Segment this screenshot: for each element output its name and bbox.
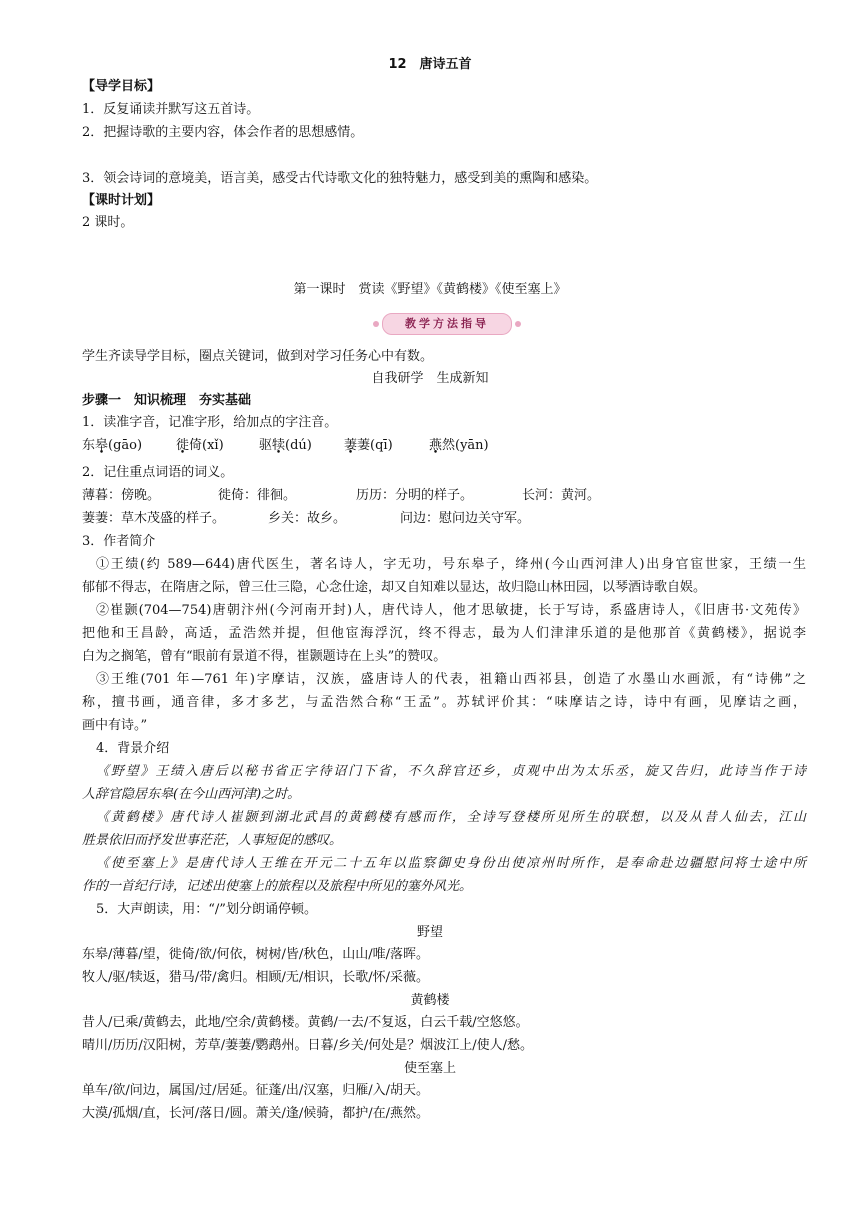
pinyin-item: 徙倚(xǐ) [176,438,224,453]
question-2: 2．记住重点词语的词义。 [82,465,234,480]
section-heading-plan: 【课时计划】 [82,193,161,208]
background-text: 作的一首纪行诗，记述出使塞上的旅程以及旅程中所见的塞外风光。 [82,879,473,894]
background-text: 《野望》王绩入唐后以秘书省正字待诏门下省，不久辞官还乡，贞观中出为太乐丞，旋又告归，此诗当作于诗 [96,764,806,779]
section-heading-goals: 【导学目标】 [82,79,161,94]
background-text: 胜景依旧而抒发世事茫茫，人事短促的感叹。 [82,833,343,848]
step-heading: 步骤一 知识梳理 夯实基础 [82,393,252,408]
question-5: 5．大声朗读，用：“/”划分朗诵停顿。 [96,902,317,917]
question-3: 3．作者简介 [82,534,156,549]
background-text: 《使至塞上》是唐代诗人王维在开元二十五年以监察御史身份出使凉州时所作，是奉命赴边疆慰问将士途中所 [96,856,806,871]
vocab-item: 乡关：故乡。 [268,511,347,526]
poem-line: 昔人/已乘/黄鹤去，此地/空余/黄鹤楼。黄鹤/一去/不复返，白云千载/空悠悠。 [82,1015,529,1030]
poem-title: 野望 [416,925,443,940]
author-text: 称，擅书画，通音律，多才多艺，与孟浩然合称“王孟”。苏轼评价其：“味摩诘之诗，诗中有画，见摩诘之画， [82,695,806,710]
vocab-item: 薄暮：傍晚。 [82,488,161,503]
question-4: 4．背景介绍 [96,741,170,756]
author-text: 郁郁不得志，在隋唐之际，曾三仕三隐，心念仕途，却又自知难以显达，故归隐山林田园，以琴酒诗歌自娱。 [82,580,707,595]
intro-text: 学生齐读导学目标，圈点关键词，做到对学习任务心中有数。 [82,349,434,364]
poem-title: 使至塞上 [403,1061,456,1076]
vocab-item: 历历：分明的样子。 [356,488,474,503]
pinyin-item: 燕然(yān) [429,438,489,453]
method-guide-badge: 教学方法指导 [382,313,512,335]
vocab-item: 长河：黄河。 [522,488,601,503]
goal-item: 3．领会诗词的意境美，语言美，感受古代诗歌文化的独特魅力，感受到美的熏陶和感染。 [82,171,598,186]
poem-line: 单车/欲/问边，属国/过/居延。征蓬/出/汉塞，归雁/入/胡天。 [82,1083,430,1098]
pinyin-item: 驱犊(dú) [259,438,312,453]
vocab-item: 徙倚：徘徊。 [218,488,297,503]
goal-item: 2．把握诗歌的主要内容，体会作者的思想感情。 [82,125,364,140]
subsection-title: 自我研学 生成新知 [371,371,489,386]
poem-line: 东皋/薄暮/望，徙倚/欲/何依，树树/皆/秋色，山山/唯/落晖。 [82,947,430,962]
background-text: 人辞官隐居东皋(在今山西河津)之时。 [82,787,301,802]
poem-title: 黄鹤楼 [410,993,450,1008]
poem-line: 晴川/历历/汉阳树，芳草/萋萋/鹦鹉州。日暮/乡关/何处是？烟波江上/使人/愁。 [82,1038,534,1053]
plan-text: 2 课时。 [82,215,134,230]
pinyin-item: 东皋(gāo) [82,438,143,453]
question-1: 1．读准字音，记准字形，给加点的字注音。 [82,415,338,430]
author-text: 把他和王昌龄，高适，孟浩然并提，但他宦海浮沉，终不得志，最为人们津津乐道的是他那首《黄鹤楼》，据说李 [82,626,806,641]
author-text: 画中有诗。” [82,718,148,733]
page-title: 12 唐诗五首 [388,57,472,72]
poem-line: 牧人/驱/犊返，猎马/带/禽归。相顾/无/相识，长歌/怀/采薇。 [82,970,430,985]
poem-line: 大漠/孤烟/直，长河/落日/圆。萧关/逢/候骑，都护/在/燕然。 [82,1106,430,1121]
author-text: ②崔颢(704—754)唐朝汴州(今河南开封)人，唐代诗人，他才思敏捷，长于写诗，系盛唐诗人，《旧唐书·文苑传》 [96,603,806,618]
vocab-item: 萋萋：草木茂盛的样子。 [82,511,226,526]
lesson-title: 第一课时 赏读《野望》《黄鹤楼》《使至塞上》 [293,282,567,297]
author-text: ③王维(701 年—761 年)字摩诘，汉族，盛唐诗人的代表，祖籍山西祁县，创造了水墨山水画派，有“诗佛”之 [96,672,806,687]
author-text: ①王绩(约 589—644)唐代医生，著名诗人，字无功，号东皋子，绛州(今山西河津人)出身官宦世家，王绩一生 [96,557,806,572]
vocab-item: 问边：慰问边关守军。 [400,511,531,526]
background-text: 《黄鹤楼》唐代诗人崔颢到湖北武昌的黄鹤楼有感而作，全诗写登楼所见所生的联想，以及从昔人仙去，江山 [96,810,806,825]
author-text: 白为之搁笔，曾有“眼前有景道不得，崔颢题诗在上头”的赞叹。 [82,649,447,664]
goal-item: 1．反复诵读并默写这五首诗。 [82,102,260,117]
pinyin-item: 萋萋(qī) [344,438,393,453]
